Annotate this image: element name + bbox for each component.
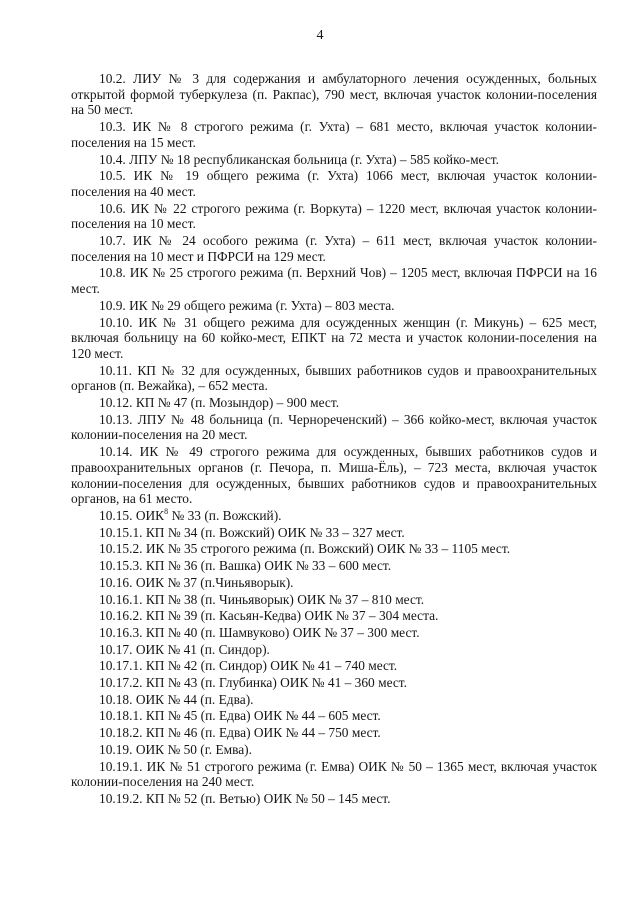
paragraph-10-18: 10.18. ОИК № 44 (п. Едва).: [99, 691, 254, 707]
paragraph-10-11: 10.11. КП № 32 для осужденных, бывших работников судов и правоохранительных органов (п. Вежайка), – 652 места.: [71, 362, 597, 394]
paragraph-10-5: 10.5. ИК № 19 общего режима (г. Ухта) 1066 мест, включая участок колонии-поселения на 40 мест.: [71, 168, 597, 199]
paragraph-10-9: 10.9. ИК № 29 общего режима (г. Ухта) – 803 места.: [99, 297, 395, 313]
paragraph-10-15-1: 10.15.1. КП № 34 (п. Вожский) ОИК № 33 – 327 мест.: [99, 524, 405, 540]
paragraph-10-19-2: 10.19.2. КП № 52 (п. Ветью) ОИК № 50 – 145 мест.: [99, 790, 391, 806]
footnote-marker: 8: [164, 506, 169, 516]
oik-suffix: № 33 (п. Вожский).: [168, 507, 282, 523]
paragraph-10-18-1: 10.18.1. КП № 45 (п. Едва) ОИК № 44 – 605 мест.: [99, 708, 381, 724]
paragraph-10-17-1: 10.17.1. КП № 42 (п. Синдор) ОИК № 41 – 740 мест.: [99, 658, 398, 674]
paragraph-10-6: 10.6. ИК № 22 строгого режима (г. Воркута) – 1220 мест, включая участок колонии-поселения на 10 мест.: [71, 200, 597, 232]
paragraph-10-16: 10.16. ОИК № 37 (п.Чиньяворык).: [99, 574, 294, 590]
paragraph-10-10: 10.10. ИК № 31 общего режима для осужденных женщин (г. Микунь) – 625 мест, включая больницу на 60 койко-мест, ЕПКТ на 72 места и участок колонии-поселения на 120 мест.: [71, 314, 597, 361]
document-body: [71, 71, 597, 807]
paragraph-10-16-1: 10.16.1. КП № 38 (п. Чиньяворык) ОИК № 37 – 810 мест.: [99, 591, 425, 607]
oik-prefix: 10.15. ОИК: [99, 507, 165, 523]
paragraph-10-14: 10.14. ИК № 49 строгого режима для осужденных, бывших работников судов и правоохранительных органов (г. Печора, п. Миша-Ёль), – 723 места, включая участок колонии-поселения для осужденных, бывших работников судов и правоохранительных органов, на 61 место.: [71, 444, 597, 507]
paragraph-10-13: 10.13. ЛПУ № 48 больница (п. Чернореченский) – 366 койко-мест, включая участок колонии-поселения на 20 мест.: [71, 411, 597, 443]
page-number: 4: [316, 28, 324, 43]
paragraph-10-15-2: 10.15.2. ИК № 35 строгого режима (п. Вожский) ОИК № 33 – 1105 мест.: [99, 541, 511, 557]
paragraph-10-19: 10.19. ОИК № 50 (г. Емва).: [99, 741, 252, 757]
paragraph-10-2: 10.2. ЛИУ № 3 для содержания и амбулаторного лечения осужденных, больных открытой формой туберкулеза (п. Ракпас), 790 мест, включая участок колонии-поселения на 50 мест.: [71, 71, 597, 118]
paragraph-10-19-1: 10.19.1. ИК № 51 строгого режима (г. Емва) ОИК № 50 – 1365 мест, включая участок колонии-поселения на 240 мест.: [71, 758, 597, 790]
paragraph-10-16-2: 10.16.2. КП № 39 (п. Касьян-Кедва) ОИК № 37 – 304 места.: [99, 608, 439, 624]
paragraph-10-16-3: 10.16.3. КП № 40 (п. Шамвуково) ОИК № 37 – 300 мест.: [99, 624, 420, 640]
paragraph-10-18-2: 10.18.2. КП № 46 (п. Едва) ОИК № 44 – 750 мест.: [99, 725, 381, 741]
paragraph-10-8: 10.8. ИК № 25 строгого режима (п. Верхний Чов) – 1205 мест, включая ПФРСИ на 16 мест.: [71, 265, 597, 297]
paragraph-10-4: 10.4. ЛПУ № 18 республиканская больница (г. Ухта) – 585 койко-мест.: [99, 151, 499, 167]
paragraph-10-15: [71, 508, 597, 524]
paragraph-10-15-3: 10.15.3. КП № 36 (п. Вашка) ОИК № 33 – 600 мест.: [99, 558, 392, 574]
paragraph-10-7: 10.7. ИК № 24 особого режима (г. Ухта) – 611 мест, включая участок колонии-поселения на 10 мест и ПФРСИ на 129 мест.: [71, 233, 597, 264]
paragraph-10-17: 10.17. ОИК № 41 (п. Синдор).: [99, 641, 270, 657]
paragraph-10-17-2: 10.17.2. КП № 43 (п. Глубинка) ОИК № 41 – 360 мест.: [99, 675, 407, 691]
paragraph-10-12: 10.12. КП № 47 (п. Мозындор) – 900 мест.: [99, 395, 340, 411]
paragraph-10-3: 10.3. ИК № 8 строгого режима (г. Ухта) – 681 место, включая участок колонии-поселения на 15 мест.: [71, 119, 597, 150]
